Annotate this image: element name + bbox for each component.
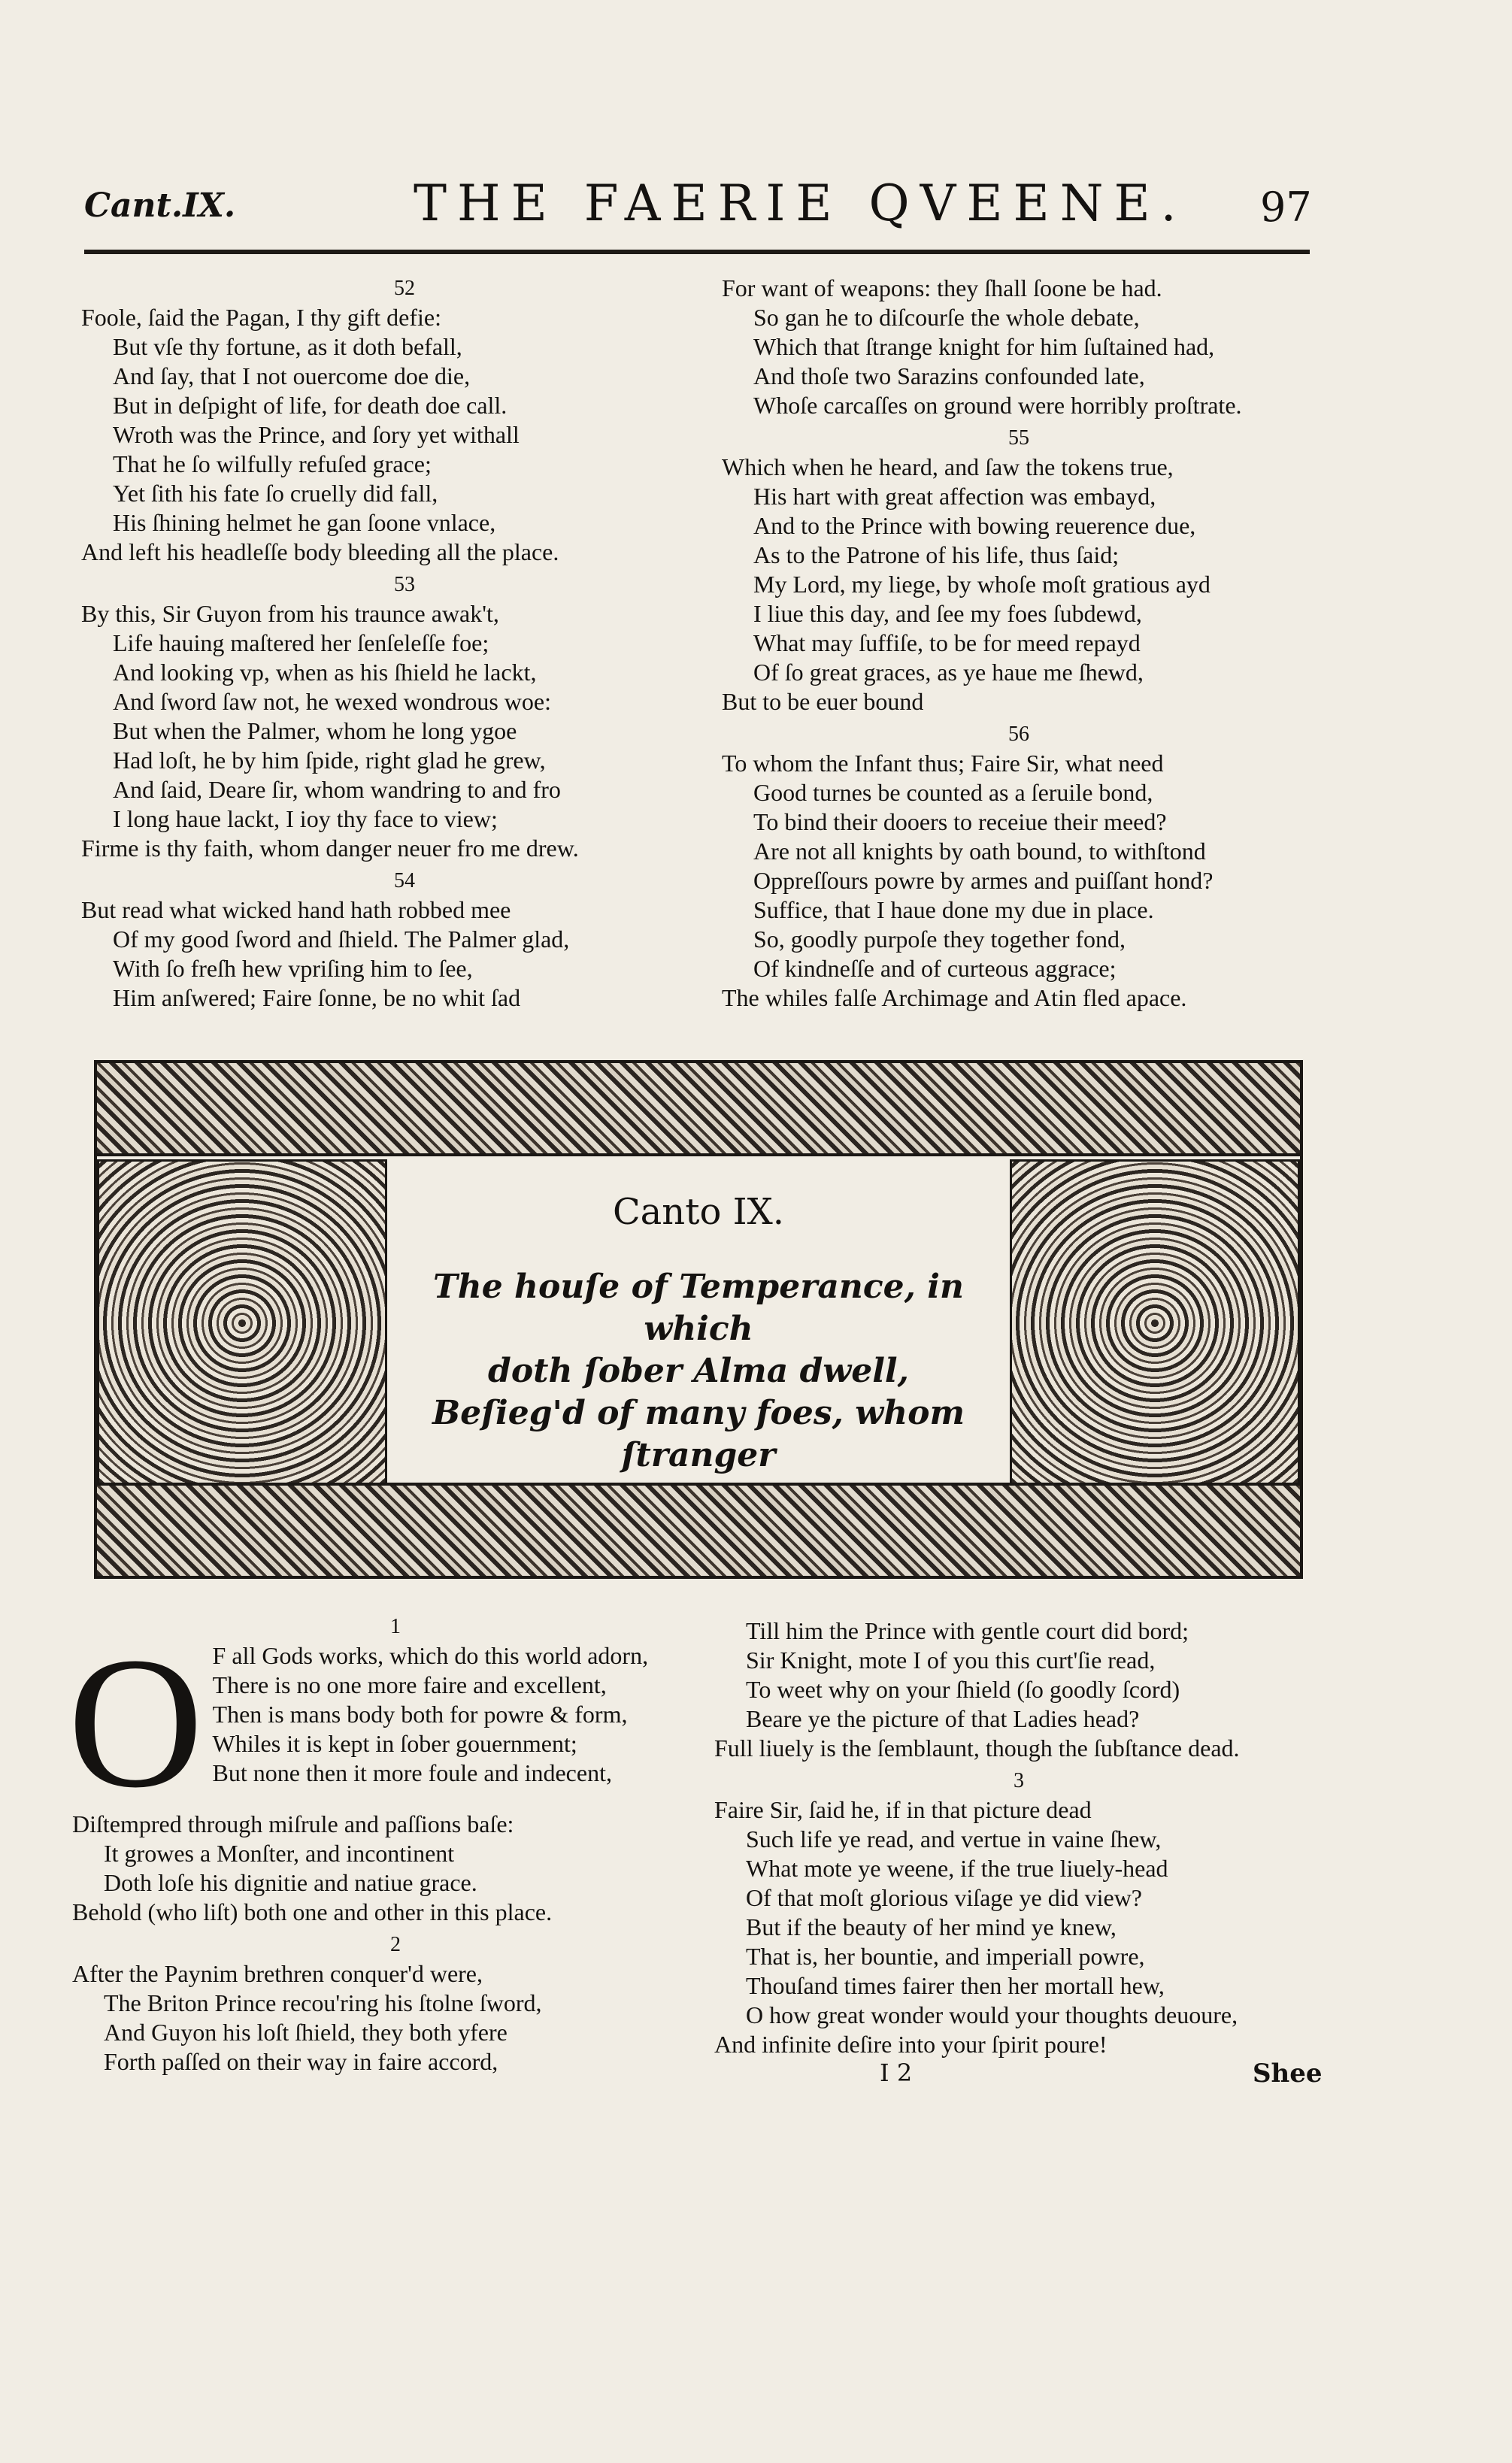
verse-line: Faire Sir, ſaid he, if in that picture dead bbox=[714, 1796, 1092, 1823]
verse-line: Such life ye read, and vertue in vaine ſhew, bbox=[746, 1825, 1162, 1853]
verse-line: But if the beauty of her mind ye knew, bbox=[746, 1913, 1117, 1940]
verse-line: His hart with great affection was embayd, bbox=[753, 483, 1156, 510]
verse-line: Of that moſt glorious viſage ye did view? bbox=[746, 1884, 1142, 1911]
verse-line: To whom the Infant thus; Faire Sir, what need bbox=[722, 750, 1164, 777]
running-head-title: THE FAERIE QVEENE. bbox=[414, 174, 1187, 232]
verse-line: F all Gods works, which do this world adorn, bbox=[212, 1642, 649, 1669]
verse-line: The whiles falſe Archimage and Atin fled apace. bbox=[722, 984, 1187, 1011]
verse-line: Yet ſith his fate ſo cruelly did fall, bbox=[113, 480, 438, 507]
verse-line: But in deſpight of life, for death doe call. bbox=[113, 392, 508, 419]
verse-line: My Lord, my liege, by whoſe moſt gratious ayd bbox=[753, 571, 1211, 598]
catchword: Shee bbox=[1253, 2059, 1323, 2089]
stanza-number: 55 bbox=[1008, 426, 1029, 450]
verse-line: Whiles it is kept in ſober gouernment; bbox=[212, 1730, 577, 1757]
verse-line: That he ſo wilfully refuſed grace; bbox=[113, 450, 432, 477]
stanza-number: 56 bbox=[1008, 723, 1029, 746]
verse-line: Whoſe carcaſſes on ground were horribly proſtrate. bbox=[753, 392, 1242, 419]
verse-line: Which that ſtrange knight for him ſuſtained had, bbox=[753, 333, 1215, 360]
argument-line: doth ſober Alma dwell, bbox=[488, 1352, 909, 1390]
verse-line: And Guyon his loſt ſhield, they both yfere bbox=[104, 2019, 508, 2046]
verse-line: Which when he heard, and ſaw the tokens true, bbox=[722, 453, 1174, 480]
verse-line: Him anſwered; Faire ſonne, be no whit ſad bbox=[113, 984, 521, 1011]
argument-line: The houſe of Temperance, in which bbox=[432, 1268, 965, 1348]
verse-line: Oppreſſours powre by armes and puiſſant hond? bbox=[753, 867, 1214, 894]
verse-line: I long haue lackt, I ioy thy face to view; bbox=[113, 805, 498, 832]
verse-line: Foole, ſaid the Pagan, I thy gift defie: bbox=[81, 304, 441, 331]
verse-line: To weet why on your ſhield (ſo goodly ſcord) bbox=[746, 1676, 1180, 1703]
verse-line: And ſay, that I not ouercome doe die, bbox=[113, 362, 471, 389]
verse-line: Had loſt, he by him ſpide, right glad he grew, bbox=[113, 747, 546, 774]
stanza-number: 3 bbox=[1014, 1769, 1024, 1792]
verse-line: Firme is thy faith, whom danger neuer fro me drew. bbox=[81, 835, 579, 862]
header-rule bbox=[84, 250, 1310, 254]
verse-line: And ſaid, Deare ſir, whom wandring to and fro bbox=[113, 776, 561, 803]
verse-line: What mote ye weene, if the true liuely-head bbox=[746, 1855, 1168, 1882]
canto-ornament-frame bbox=[94, 1060, 1303, 1579]
verse-line: Life hauing maſtered her ſenſeleſſe foe; bbox=[113, 629, 489, 656]
verse-line: Full liuely is the ſemblaunt, though the ſubſtance dead. bbox=[714, 1734, 1240, 1762]
verse-line: Are not all knights by oath bound, to withſtond bbox=[753, 838, 1206, 865]
stanza-number: 52 bbox=[394, 277, 415, 300]
verse-line: Thouſand times fairer then her mortall hew, bbox=[746, 1972, 1165, 1999]
verse-line: But read what wicked hand hath robbed mee bbox=[81, 896, 511, 923]
verse-line: Sir Knight, mote I of you this curt'ſie read, bbox=[746, 1647, 1156, 1674]
verse-line: Suffice, that I haue done my due in place. bbox=[753, 896, 1154, 923]
stanza-number: 54 bbox=[394, 869, 415, 892]
verse-line: But when the Palmer, whom he long ygoe bbox=[113, 717, 517, 744]
verse-line: Till him the Prince with gentle court did bord; bbox=[746, 1617, 1189, 1644]
verse-line: Diſtempred through miſrule and paſſions baſe: bbox=[72, 1810, 514, 1837]
stanza-1 bbox=[68, 1619, 719, 1927]
stanza-number: 1 bbox=[390, 1615, 401, 1638]
verse-line: But to be euer bound bbox=[722, 688, 924, 715]
verse-line: Of kindneſſe and of curteous aggrace; bbox=[753, 955, 1117, 982]
verse-line: What may ſuffiſe, to be for meed repayd bbox=[753, 629, 1141, 656]
verse-line: For want of weapons: they ſhall ſoone be had. bbox=[722, 274, 1162, 301]
column-4 bbox=[714, 1616, 1323, 2059]
column-2 bbox=[722, 274, 1316, 1013]
drop-cap: O bbox=[68, 1619, 204, 1827]
verse-line: And to the Prince with bowing reuerence due, bbox=[753, 512, 1196, 539]
verse-line: I liue this day, and ſee my foes ſubdewd, bbox=[753, 600, 1142, 627]
verse-line: The Briton Prince recou'ring his ſtolne ſword, bbox=[104, 1989, 542, 2016]
stanza-number: 2 bbox=[390, 1933, 401, 1956]
verse-line: But none then it more foule and indecent, bbox=[212, 1759, 612, 1786]
verse-line: Wroth was the Prince, and ſory yet withall bbox=[113, 421, 520, 448]
verse-line: After the Paynim brethren conquer'd were, bbox=[72, 1960, 483, 1987]
verse-line: And infinite deſire into your ſpirit poure! bbox=[714, 2031, 1107, 2058]
verse-line: With ſo freſh hew vpriſing him to ſee, bbox=[113, 955, 473, 982]
verse-line: Behold (who liſt) both one and other in this place. bbox=[72, 1898, 553, 1925]
column-1 bbox=[81, 271, 728, 1013]
canto-heading: Canto IX. bbox=[612, 1191, 785, 1233]
verse-line: Of my good ſword and ſhield. The Palmer glad, bbox=[113, 926, 570, 953]
verse-line: Doth loſe his dignitie and natiue grace. bbox=[104, 1869, 477, 1896]
column-3 bbox=[68, 1609, 719, 2077]
argument-line: Beſieg'd of many foes, whom ſtranger bbox=[432, 1394, 965, 1474]
verse-line: So, goodly purpoſe they together fond, bbox=[753, 926, 1126, 953]
verse-line: By this, Sir Guyon from his traunce awak't, bbox=[81, 600, 499, 627]
verse-line: O how great wonder would your thoughts deuoure, bbox=[746, 2001, 1238, 2028]
verse-line: His ſhining helmet he gan ſoone vnlace, bbox=[113, 509, 496, 536]
verse-line: And thoſe two Sarazins confounded late, bbox=[753, 362, 1145, 389]
verse-line: It growes a Monſter, and incontinent bbox=[104, 1840, 455, 1867]
verse-line: But vſe thy fortune, as it doth befall, bbox=[113, 333, 462, 360]
verse-line: Beare ye the picture of that Ladies head? bbox=[746, 1705, 1140, 1732]
verse-line: Good turnes be counted as a ſeruile bond, bbox=[753, 779, 1153, 806]
verse-line: Of ſo great graces, as ye haue me ſhewd, bbox=[753, 659, 1144, 686]
stanza-number: 53 bbox=[394, 573, 415, 596]
verse-line: And ſword ſaw not, he wexed wondrous woe: bbox=[113, 688, 551, 715]
ornament-band-top bbox=[97, 1063, 1300, 1156]
verse-line: As to the Patrone of his life, thus ſaid; bbox=[753, 541, 1120, 568]
verse-line: So gan he to diſcourſe the whole debate, bbox=[753, 304, 1140, 331]
verse-line: That is, her bountie, and imperiall powre, bbox=[746, 1943, 1145, 1970]
canto-argument bbox=[413, 1266, 984, 1519]
verse-line: And left his headleſſe body bleeding all the place. bbox=[81, 538, 559, 565]
verse-line: Forth paſſed on their way in faire accord, bbox=[104, 2048, 498, 2075]
verse-line: There is no one more faire and excellent, bbox=[212, 1671, 607, 1698]
signature-mark: I 2 bbox=[880, 2059, 913, 2087]
verse-line: And looking vp, when as his ſhield he lackt, bbox=[113, 659, 537, 686]
running-head-canto: Cant.IX. bbox=[84, 186, 236, 225]
verse-line: To bind their dooers to receiue their meed? bbox=[753, 808, 1167, 835]
page-number: 97 bbox=[1260, 183, 1312, 231]
ornament-band-bottom bbox=[97, 1483, 1300, 1576]
verse-line: Then is mans body both for powre & form, bbox=[212, 1701, 628, 1728]
